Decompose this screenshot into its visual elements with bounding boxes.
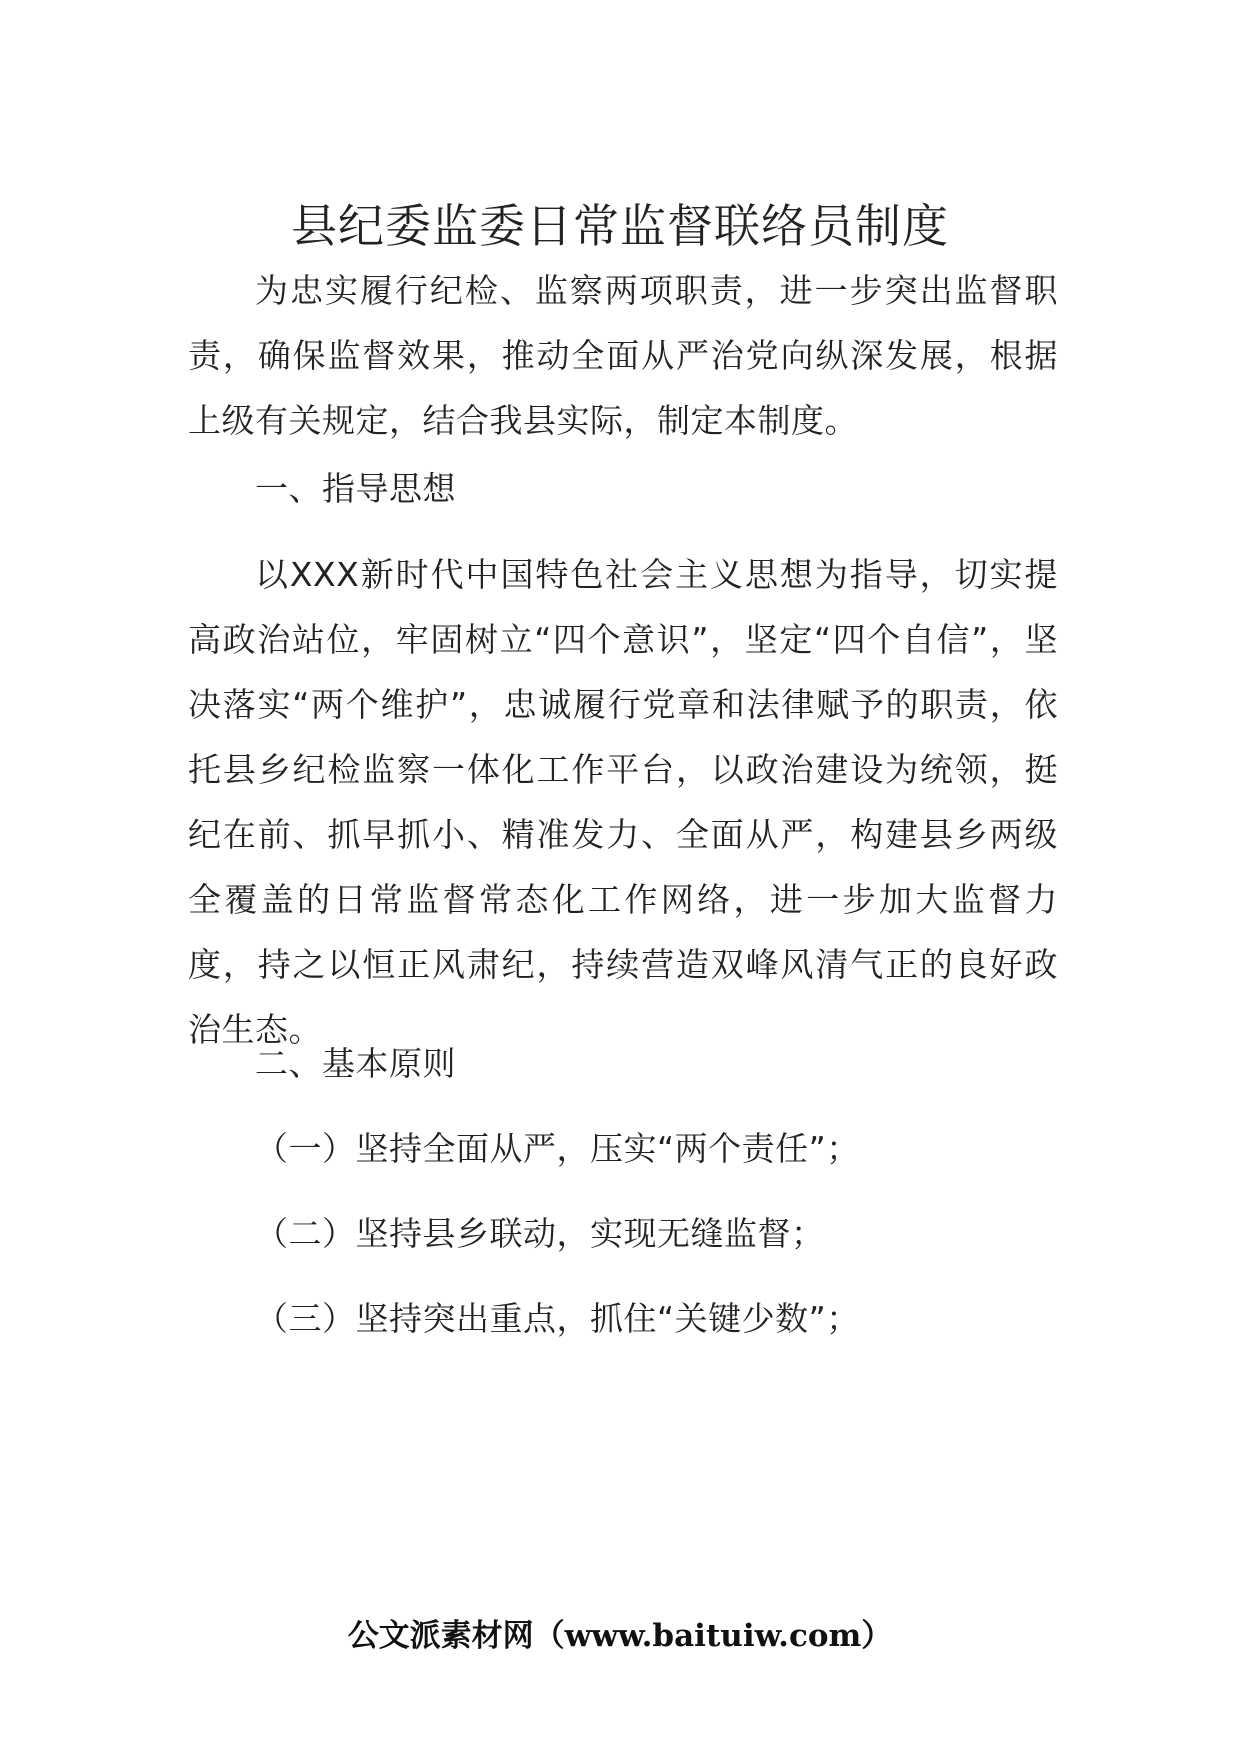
section1-body: 以XXX新时代中国特色社会主义思想为指导，切实提高政治站位，牢固树立“四个意识”，坚定“四个自信”，坚决落实“两个维护”，忠诚履行党章和法律赋予的职责，依托县乡纪检监察一体化工作平台，以政治建设为统领，挺纪在前、抓早抓小、精准发力、全面从严，构建县乡两级全覆盖的日常监督常态化工作网络，进一步加大监督力度，持之以恒正风肃纪，持续营造双峰风清气正的良好政治生态。	[188, 555, 1058, 1049]
intro-block	[188, 258, 1058, 453]
principle-2: （二）坚持县乡联动，实现无缝监督；	[255, 1214, 825, 1253]
section1-heading-block	[188, 456, 1058, 521]
footer-watermark: 公文派素材网（www.baituiw.com）	[347, 1618, 893, 1654]
intro-paragraph: 为忠实履行纪检、监察两项职责，进一步突出监督职责，确保监督效果，推动全面从严治党向纵深发展，根据上级有关规定，结合我县实际，制定本制度。	[188, 271, 1058, 440]
section2-heading: 二、基本原则	[255, 1044, 456, 1083]
principle-3: （三）坚持突出重点，抓住“关键少数”；	[255, 1299, 860, 1338]
principle-2-block	[188, 1201, 1058, 1266]
principle-1-block	[188, 1116, 1058, 1181]
principle-3-block	[188, 1286, 1058, 1351]
section2-heading-block	[188, 1031, 1058, 1096]
section1-heading: 一、指导思想	[255, 469, 456, 508]
principle-1: （一）坚持全面从严，压实“两个责任”；	[255, 1129, 860, 1168]
document-title: 县纪委监委日常监督联络员制度	[291, 199, 949, 253]
section1-body-block	[188, 542, 1058, 1062]
